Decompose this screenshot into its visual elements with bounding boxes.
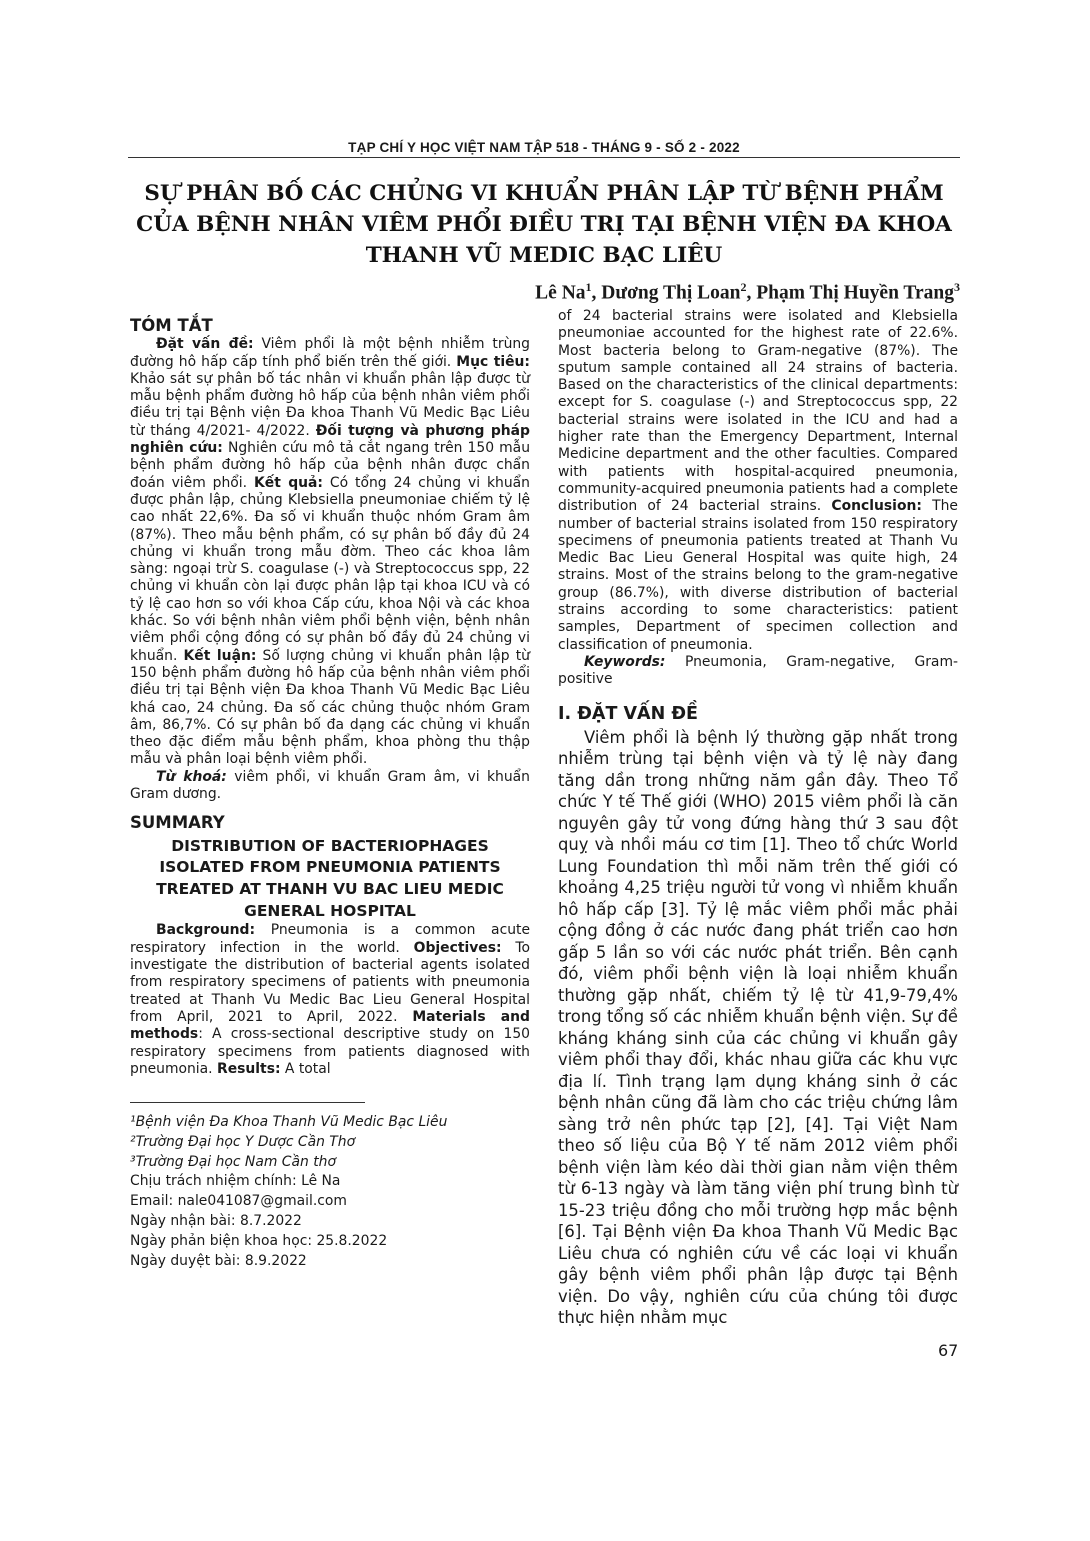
intro-heading: I. ĐẶT VẤN ĐỀ bbox=[558, 703, 698, 724]
label-doi-tuong: Đối tượng và phương pháp nghiên cứu: bbox=[130, 422, 530, 457]
title-line-2: CỦA BỆNH NHÂN VIÊM PHỔI ĐIỀU TRỊ TẠI BỆNH VIỆN ĐA KHOA bbox=[136, 212, 952, 237]
footnote-approved: Ngày duyệt bài: 8.9.2022 bbox=[130, 1252, 307, 1269]
author-separator: , bbox=[746, 282, 757, 304]
text-tu-khoa: viêm phổi, vi khuẩn Gram âm, vi khuẩn Gram dương. bbox=[130, 768, 530, 803]
footnote-email: Email: nale041087@gmail.com bbox=[130, 1193, 347, 1210]
text-dat-van-de: Viêm phổi là một bệnh nhiễm trùng đường hô hấp cấp tính phổ biến trên thế giới. bbox=[130, 336, 531, 370]
text-background: Pneumonia is a common acute respiratory infection in the world. bbox=[130, 922, 530, 956]
keywords-en bbox=[558, 654, 958, 689]
footnote-received: Ngày nhận bài: 8.7.2022 bbox=[130, 1213, 302, 1230]
footnote-affiliation-1: ¹Bệnh viện Đa Khoa Thanh Vũ Medic Bạc Liêu bbox=[130, 1114, 448, 1131]
footnote-reviewed: Ngày phản biện khoa học: 25.8.2022 bbox=[130, 1232, 388, 1249]
label-results: Results: bbox=[217, 1060, 281, 1077]
article-title bbox=[128, 178, 960, 271]
title-line-1: SỰ PHÂN BỐ CÁC CHỦNG VI KHUẨN PHÂN LẬP TỪ BỆNH PHẨM bbox=[144, 181, 944, 206]
author-affiliation-mark: 1 bbox=[585, 280, 592, 294]
text-results-start: A total bbox=[280, 1060, 331, 1077]
label-ket-luan: Kết luận: bbox=[183, 647, 257, 664]
author-affiliation-mark: 2 bbox=[740, 280, 747, 294]
text-muc-tieu: Khảo sát sự phân bố tác nhân vi khuẩn phân lập được từ mẫu bệnh phẩm đường hô hấp của bệnh nhân viêm phổi điều trị tại Bệnh viện Đa khoa Thanh Vũ Medic Bạc Liêu từ tháng 4/2021- 4/2022. bbox=[130, 370, 530, 439]
author-name: Phạm Thị Huyền Trang bbox=[756, 282, 954, 304]
label-background: Background: bbox=[156, 922, 256, 939]
text-doi-tuong: Nghiên cứu mô tả cắt ngang trên 150 mẫu bệnh phẩm đường hô hấp của bệnh nhân được chẩn đoán viêm phổi. bbox=[130, 440, 530, 491]
author-name: Lê Na bbox=[535, 282, 586, 304]
right-column bbox=[558, 308, 958, 1329]
journal-header: TẠP CHÍ Y HỌC VIỆT NAM TẬP 518 - THÁNG 9 - SỐ 2 - 2022 bbox=[348, 140, 740, 155]
header-rule bbox=[128, 157, 960, 158]
summary-heading: SUMMARY bbox=[130, 813, 225, 833]
intro-text: Viêm phổi là bệnh lý thường gặp nhất trong nhiễm trùng tại bệnh viện và tỷ lệ này đang tăng dần trong những năm gần đây. Theo Tổ chức Y tế Thế giới (WHO) 2015 viêm phổi là căn nguyên gây tử vong đứng hàng thứ 3 sau đột quỵ và nhồi máu cơ tim [1]. Theo tổ chức World Lung Foundation thì mỗi năm trên thế giới có khoảng 4,25 triệu người tử vong vì nhiễm khuẩn hô hấp cấp [3]. Tỷ lệ mắc viêm phổi mắc phải cộng đồng ở các nước đang phát triển cao hơn gấp 5 lần so với các nước phát triển. Bên cạnh đó, viêm phổi bệnh viện là loại nhiễm khuẩn thường gặp nhất, chiếm tỷ lệ từ 41,9-79,4% trong tổng số các nhiễm khuẩn bệnh viện. Sự đề kháng kháng sinh của các chủng vi khuẩn gây viêm phổi thay đổi, khác nhau giữa các khu vực địa lí. Tình trạng lạm dụng kháng sinh ở các bệnh nhân cũng đã làm cho các triệu chứng lâm sàng trở nên phức tạp [2], [4]. Tại Việt Nam theo số liệu của Bộ Y tế năm 2012 viêm phổi bệnh viện làm kéo dài thời gian nằm viện thêm từ 6-13 ngày và làm tăng viện phí trung bình từ 15-23 triệu đồng cho mỗi trường hợp mắc bệnh [6]. Tại Bệnh viện Đa khoa Thanh Vũ Medic Bạc Liêu chưa có nghiên cứu về các loại vi khuẩn gây bệnh viêm phổi phân lập được tại Bệnh viện. Do vậy, nghiên cứu của chúng tôi được thực hiện nhằm mục bbox=[558, 727, 958, 1328]
title-line-3: THANH VŨ MEDIC BẠC LIÊU bbox=[365, 243, 723, 268]
label-objectives: Objectives: bbox=[413, 939, 502, 956]
text-keywords: Pneumonia, Gram-negative, Gram-positive bbox=[558, 653, 958, 688]
summary-text-left bbox=[130, 922, 530, 1078]
summary-title: DISTRIBUTION OF BACTERIOPHAGES ISOLATED FROM PNEUMONIA PATIENTS TREATED AT THANH VU BAC LIEU MEDIC GENERAL HOSPITAL bbox=[156, 836, 504, 920]
text-ket-luan: Số lượng chủng vi khuẩn phân lập từ 150 bệnh phẩm đường hô hấp của bệnh nhân viêm phổi điều trị tại Bệnh viện Đa khoa Thanh Vũ Medic Bạc Liêu khá cao, 24 chủng. Đa số các chủng thuộc nhóm Gram âm, 86,7%. Có sự phân bố đa dạng các chủng vi khuẩn theo đặc điểm mẫu bệnh phẩm, khoa phòng thu thập mẫu và phân loại bệnh viêm phổi. bbox=[130, 647, 530, 768]
footnote-affiliation-2: ²Trường Đại học Y Dược Cần Thơ bbox=[130, 1133, 356, 1150]
label-keywords: Keywords: bbox=[584, 653, 666, 670]
text-results-cont: of 24 bacterial strains were isolated and Klebsiella pneumoniae accounted for the highest rate of 22.6%. Most bacteria belong to Gram-negative (87%). The sputum sample contained all 24 strains of bacteria. Based on the characteristics of the clinical departments: except for S. coagulase (-) and Streptococcus spp, 22 bacterial strains were isolated in the ICU and had a higher rate than the Emergency Department, Internal Medicine department and the other faculties. Compared with patients with hospital-acquired pneumonia, community-acquired pneumonia patients had a complete distribution of 24 bacterial strains. bbox=[558, 308, 958, 515]
left-column bbox=[130, 308, 530, 1271]
page-number: 67 bbox=[938, 1341, 959, 1360]
label-muc-tieu: Mục tiêu: bbox=[456, 353, 530, 370]
label-methods: Materials and methods bbox=[130, 1008, 530, 1043]
label-ket-qua: Kết quả: bbox=[254, 474, 323, 491]
author-affiliation-mark: 3 bbox=[954, 280, 960, 294]
abstract-vi-heading: TÓM TẮT bbox=[130, 316, 213, 335]
author-list bbox=[535, 280, 960, 305]
label-tu-khoa: Từ khoá: bbox=[156, 768, 227, 785]
footnote-affiliation-3: ³Trường Đại học Nam Cần thơ bbox=[130, 1153, 336, 1170]
label-conclusion: Conclusion: bbox=[831, 498, 922, 515]
author-name: Dương Thị Loan bbox=[601, 282, 741, 304]
footnote-responsible: Chịu trách nhiệm chính: Lê Na bbox=[130, 1173, 341, 1190]
keywords-vi bbox=[130, 769, 530, 804]
text-methods: : A cross-sectional descriptive study on 150 respiratory specimens from patients diagnosed with pneumonia. bbox=[130, 1026, 530, 1077]
text-conclusion: The number of bacterial strains isolated from 150 respiratory specimens of pneumonia patients treated at Thanh Vu Medic Bac Lieu General Hospital was quite high, 24 strains. Most of the strains belong to the gram-negative group (86.7%), with diverse distribution of bacterial strains according to some characteristics: patient samples, Department of specimen collection and classification of pneumonia. bbox=[558, 498, 958, 653]
text-objectives: To investigate the distribution of bacterial agents isolated from respiratory specimens of patients with pneumonia treated at Thanh Vu Medic Bac Lieu General Hospital from April, 2021 to April, 2022. bbox=[130, 939, 530, 1025]
abstract-vi-text bbox=[130, 336, 530, 768]
footnote-rule bbox=[130, 1102, 365, 1103]
label-dat-van-de: Đặt vấn đề: bbox=[156, 336, 254, 353]
author-separator: , bbox=[591, 282, 602, 304]
text-ket-qua: Có tổng 24 chủng vi khuẩn được phân lập, chủng Klebsiella pneumoniae chiếm tỷ lệ cao nhất 22,6%. Đa số vi khuẩn thuộc nhóm Gram âm (87%). Theo mẫu bệnh phẩm, có sự phân bố đầy đủ 24 chủng vi khuẩn trong mẫu đờm. Theo các khoa lâm sàng: ngoại trừ S. coagulase (-) và Streptococcus spp, 22 chủng vi khuẩn còn lại được phân lập tại khoa ICU và có tỷ lệ cao hơn so với khoa Cấp cứu, khoa Nội và các khoa khác. So với bệnh nhân viêm phổi bệnh viện, bệnh nhân viêm phổi cộng đồng có sự phân bố đầy đủ 24 chủng vi khuẩn. bbox=[130, 474, 530, 664]
summary-text-right bbox=[558, 308, 958, 654]
